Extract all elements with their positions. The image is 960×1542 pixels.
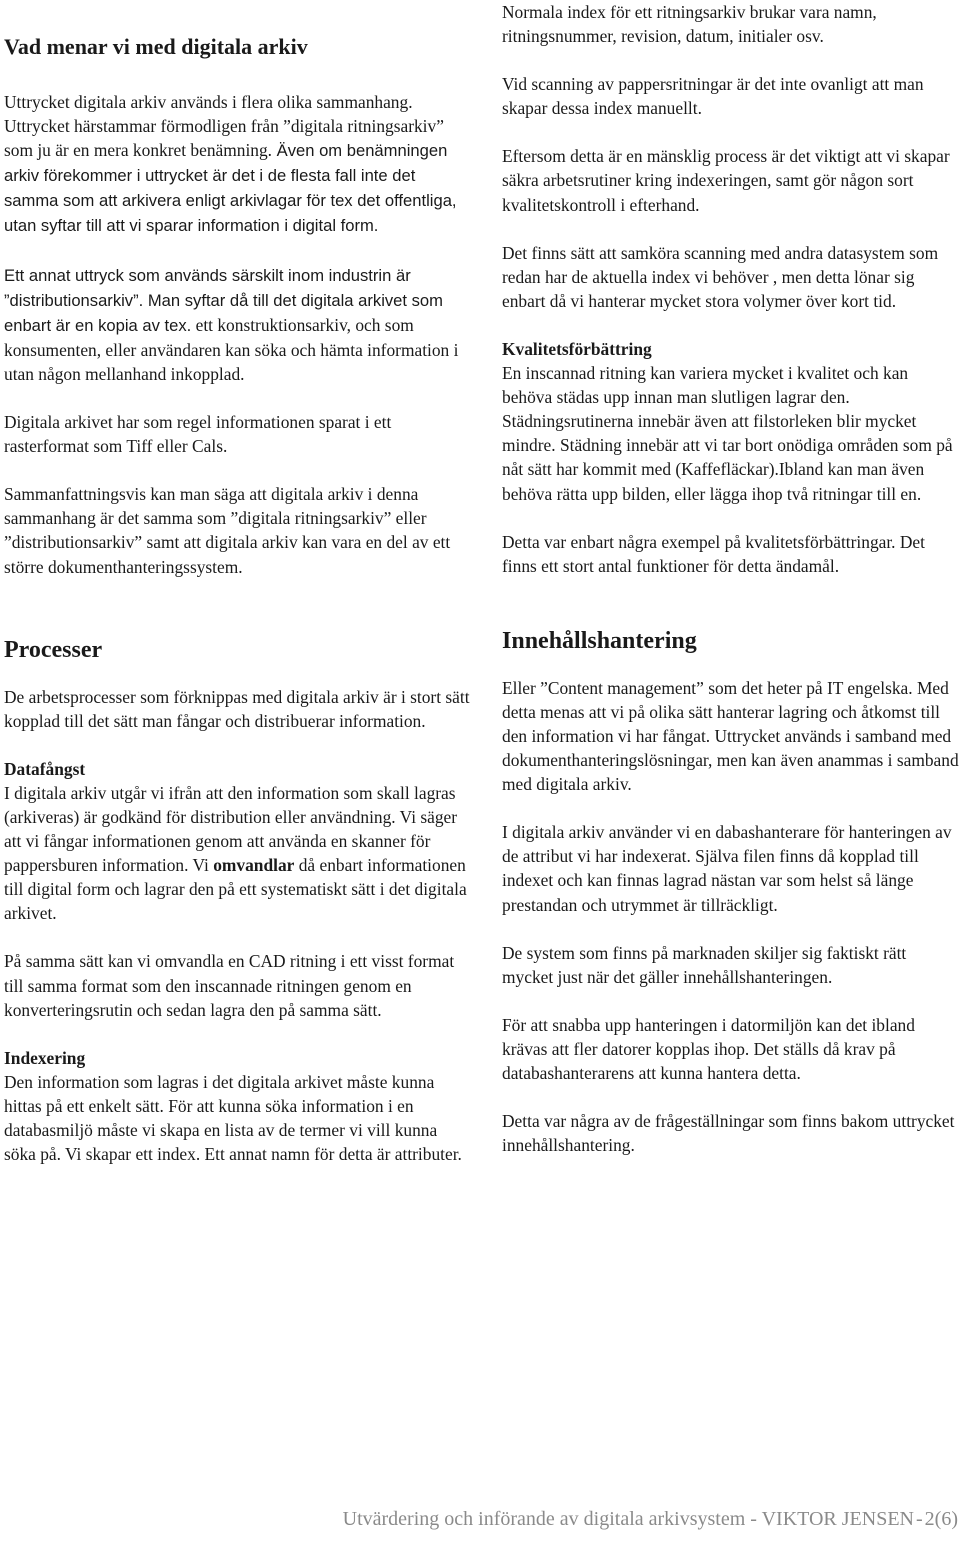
index-names-paragraph: Normala index för ett ritningsarkiv brukar vara namn, ritningsnummer, revision, datum, initialer osv. bbox=[502, 2, 877, 47]
market-systems-paragraph: De system som finns på marknaden skiljer sig faktiskt rätt mycket just när det gäller innehållshanteringen. bbox=[502, 942, 907, 987]
processer-heading: Processer bbox=[4, 636, 103, 663]
co-scanning-paragraph: Det finns sätt att samköra scanning med andra datasystem som redan har de aktuella index vi behöver , men detta lönar sig enbart då vi hanterar mycket stora volymer över kort tid. bbox=[502, 242, 939, 311]
datafangst-heading: Datafångst bbox=[4, 758, 86, 779]
innehall-heading: Innehållshantering bbox=[502, 627, 697, 654]
intro-text-part1: Uttrycket digitala arkiv används i flera olika sammanhang. Uttrycket härstammar förmodligen från ”digitala ritningsarkiv” som ju är en mera konkret benämning. bbox=[4, 92, 444, 161]
distribution-text-part1: Ett annat uttryck som används särskilt inom industrin är ”distributionsarkiv”. Man syftar då till det digitala arkivet som enbart är en kopia av tex. bbox=[4, 265, 443, 335]
kvalitet-heading: Kvalitetsförbättring bbox=[502, 338, 652, 359]
kvalitet-section bbox=[502, 337, 960, 506]
datafangst-text-2: då enbart informationen till digital form och lagrar den på ett systematiskt sätt i det digitala arkivet. bbox=[4, 855, 467, 924]
datafangst-section bbox=[4, 757, 472, 926]
distribution-text-part2: ett konstruktionsarkiv, och som konsumenten, eller användaren kan söka och hämta information i utan någon mellanhand inkopplad. bbox=[4, 314, 459, 384]
datafangst-text-1: I digitala arkiv utgår vi ifrån att den information som skall lagras (arkiveras) är godkänd för distribution eller användning. Vi säger att vi fångar informationen genom att använda en skanner för pappersburen information. Vi bbox=[4, 782, 458, 876]
database-paragraph: I digitala arkiv använder vi en dabashanterare för hanteringen av de attribut vi har indexerat. Själva filen finns då kopplad till indexet och kan finnas lagrad nästan var som helst så länge prestandan och utrymmet är tillräckligt. bbox=[502, 822, 952, 915]
page-title: Vad menar vi med digitala arkiv bbox=[4, 34, 308, 59]
indexering-heading: Indexering bbox=[4, 1047, 86, 1068]
intro-text-part2: Även om benämningen arkiv förekommer i uttrycket är det i de flesta fall inte det samma som att arkivera enligt arkivlagar för tex det offentliga, utan syftar till att vi sparar information i digital form. bbox=[4, 141, 457, 236]
raster-paragraph: Digitala arkivet har som regel informationen sparat i ett rasterformat som Tiff eller Cals. bbox=[4, 412, 392, 457]
left-column bbox=[4, 0, 472, 1166]
omvandlar-bold: omvandlar bbox=[213, 855, 295, 876]
indexering-section bbox=[4, 1046, 472, 1166]
human-process-paragraph: Eftersom detta är en mänsklig process är det viktigt att vi skapar säkra arbetsrutiner kring indexeringen, samt gör någon sort kvalitetskontroll i efterhand. bbox=[502, 146, 950, 215]
performance-paragraph: För att snabba upp hanteringen i datormiljön kan det ibland krävas att fler datorer kopplas ihop. Det ställs då krav på databashanterarens att kunna hantera detta. bbox=[502, 1014, 915, 1083]
indexering-text: Den information som lagras i det digitala arkivet måste kunna hittas på ett enkelt sätt. För att kunna söka information i en databasmiljö måste vi skapa en lista av de termer vi vill kunna söka på. Vi skapar ett index. Ett annat namn för detta är attributer. bbox=[4, 1071, 462, 1165]
manual-index-paragraph: Vid scanning av pappersritningar är det inte ovanligt att man skapar dessa index manuellt. bbox=[502, 74, 924, 119]
summary-paragraph: Sammanfattningsvis kan man säga att digitala arkiv i denna sammanhang är det samma som ”digitala ritningsarkiv” eller ”distributionsarkiv” samt att digitala arkiv kan vara en del av ett större dokumenthanteringssystem. bbox=[4, 484, 451, 577]
closing-paragraph: Detta var några av de frågeställningar som finns bakom uttrycket innehållshantering. bbox=[502, 1111, 955, 1156]
page-footer bbox=[343, 1508, 958, 1531]
page-number: 2(6) bbox=[924, 1508, 958, 1530]
cad-paragraph: På samma sätt kan vi omvandla en CAD ritning i ett visst format till samma format som den inscannade ritningen genom en konverteringsrutin och sedan lagra den på samma sätt. bbox=[4, 951, 455, 1020]
processer-paragraph: De arbetsprocesser som förknippas med digitala arkiv är i stort sätt kopplad till det sätt man fångar och distribuerar information. bbox=[4, 686, 470, 731]
right-column bbox=[502, 0, 960, 1157]
content-management-paragraph: Eller ”Content management” som det heter på IT engelska. Med detta menas att vi på olika sätt hanterar lagring och åtkomst till den information vi har fångat. Uttrycket används i samband med dokumenthanteringslösningar, men kan även anammas i samband med digitala arkiv. bbox=[502, 677, 959, 795]
kvalitet-text: En inscannad ritning kan variera mycket i kvalitet och kan behöva städas upp innan man slutligen lagrar den. Städningsrutinerna innebär även att filstorleken blir mycket mindre. Städning innebär att vi tar bort onödiga områden som på nåt sätt har kommit med (Kaffefläckar).Ibland kan man även behöva rätta upp bilden, eller lägga ihop två ritningar till en. bbox=[502, 363, 953, 504]
examples-paragraph: Detta var enbart några exempel på kvalitetsförbättringar. Det finns ett stort antal funktioner för detta ändamål. bbox=[502, 531, 925, 576]
distribution-paragraph bbox=[4, 263, 472, 386]
footer-separator: - bbox=[916, 1508, 923, 1530]
intro-paragraph bbox=[4, 90, 472, 239]
footer-title: Utvärdering och införande av digitala arkivsystem - VIKTOR JENSEN bbox=[342, 1508, 914, 1530]
